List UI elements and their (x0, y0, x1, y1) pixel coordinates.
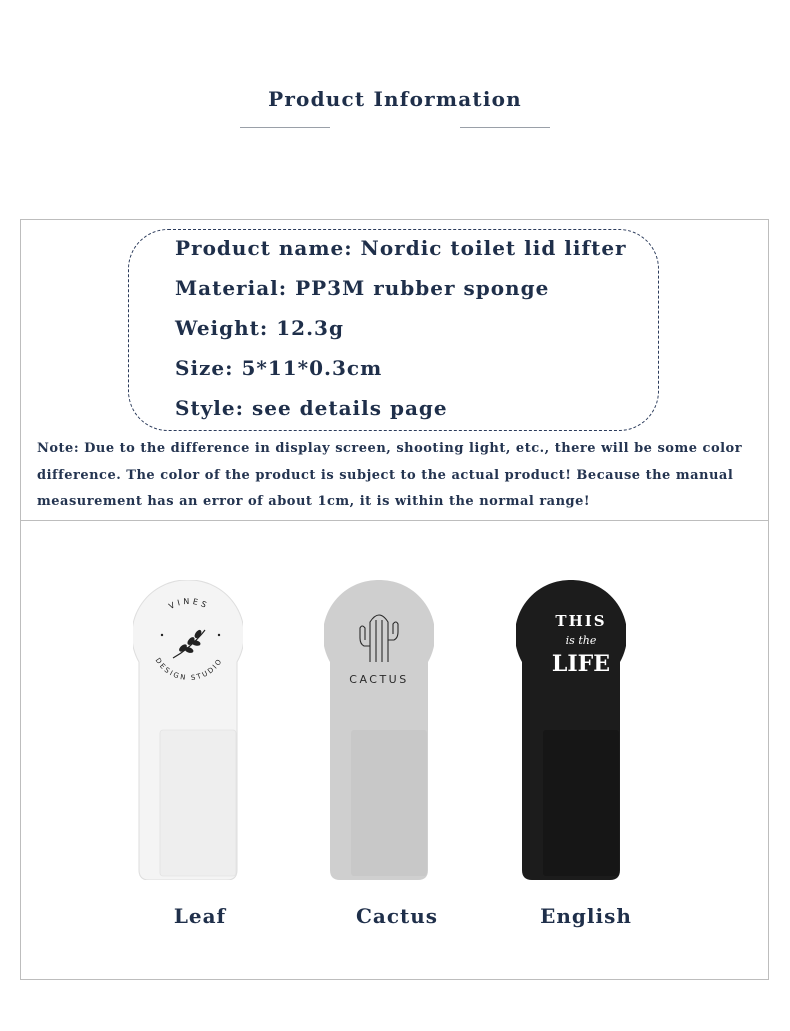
english-print-line3: LIFE (551, 651, 611, 677)
section-divider (21, 520, 768, 521)
spec-weight: Weight: 12.3g (175, 316, 344, 340)
spec-material: Material: PP3M rubber sponge (175, 276, 550, 300)
title-rule-right (460, 127, 550, 128)
variant-label-leaf: Leaf (173, 904, 227, 928)
spec-style: Style: see details page (175, 396, 448, 420)
disclaimer-note: Note: Due to the difference in display screen, shooting light, etc., there will be some color difference. The color of the product is subject to the actual product! Because the manual measurement has an error of about 1cm, it is within the normal range! (37, 441, 743, 509)
variant-label-english: English (540, 904, 632, 928)
variant-label-cactus: Cactus (355, 904, 439, 928)
english-print-line1: THIS (555, 612, 607, 630)
product-info-panel (20, 219, 769, 980)
page-title: Product Information (268, 87, 522, 111)
leaf-print-top: VINES (167, 596, 211, 612)
product-leaf-image (133, 580, 243, 880)
cactus-print-text: CACTUS (349, 673, 409, 686)
english-print-line2: is the (565, 634, 597, 647)
spec-product-name: Product name: Nordic toilet lid lifter (175, 236, 627, 260)
product-cactus-image (324, 580, 434, 880)
leaf-print-bottom: DESIGN STUDIO (153, 656, 225, 683)
product-english-image (516, 580, 626, 880)
title-rule-left (240, 127, 330, 128)
spec-size: Size: 5*11*0.3cm (175, 356, 383, 380)
